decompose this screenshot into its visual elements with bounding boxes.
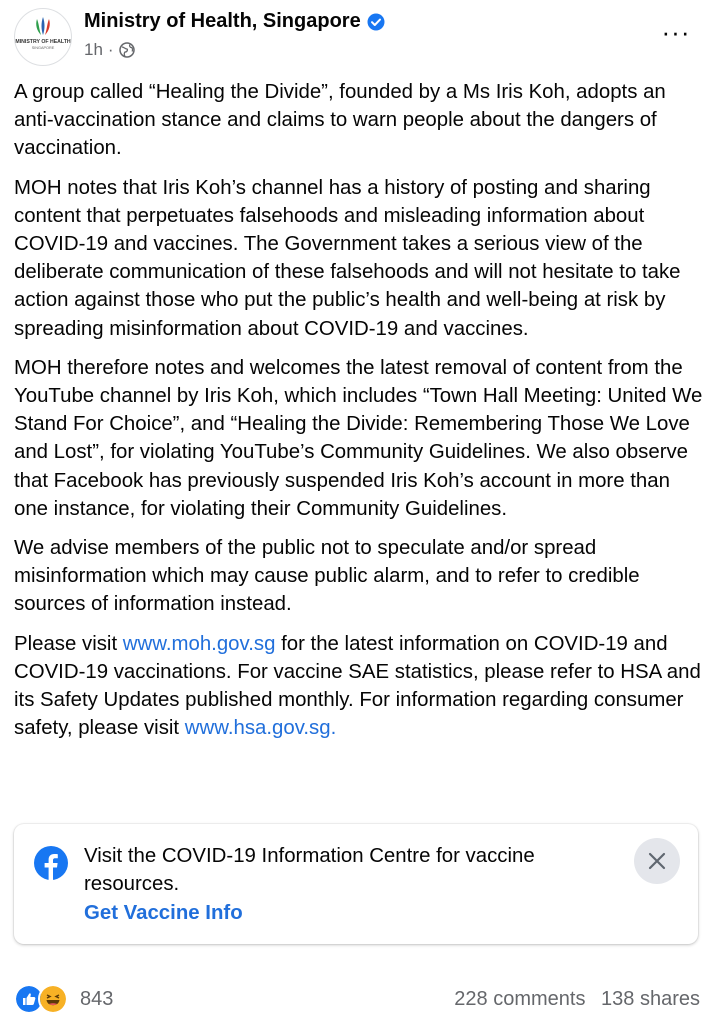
meta-separator: · — [107, 40, 114, 59]
post-paragraph — [14, 630, 704, 743]
reaction-count[interactable]: 843 — [80, 987, 114, 1010]
haha-icon — [38, 984, 68, 1014]
comments-count[interactable]: 228 comments — [454, 988, 586, 1010]
covid-info-card — [14, 824, 698, 944]
post-header — [14, 8, 704, 68]
reaction-summary[interactable] — [14, 984, 113, 1014]
svg-text:SINGAPORE: SINGAPORE — [31, 46, 55, 50]
post-paragraph: MOH therefore notes and welcomes the latest removal of content from the YouTube channel by Iris Koh, which includes “Town Hall Meeting: United We Stand For Choice”, and “Healing the Divide: Remembering Those We Love and Lost”, for violating YouTube’s Community Guidelines. We also observe that Facebook has previously suspended Iris Koh’s account in more than one instance, for violating their Community Guidelines. — [14, 356, 703, 520]
post-time[interactable]: 1h — [84, 40, 103, 59]
moh-logo-icon — [15, 9, 71, 65]
shares-count[interactable]: 138 shares — [601, 988, 700, 1010]
engagement-stats — [454, 988, 700, 1011]
info-card-text: Visit the COVID-19 Information Centre for vaccine resources. — [84, 845, 535, 896]
text-segment: Please visit — [14, 632, 123, 655]
post-paragraph: MOH notes that Iris Koh’s channel has a history of posting and sharing content that perpetuates falsehoods and misleading information about COVID-19 and vaccines. The Government takes a serious view of the deliberate communication of these falsehoods and will not hesitate to take action against those who put the public’s health and well-being at risk by spreading misinformation about COVID-19 and vaccines. — [14, 176, 681, 340]
post-paragraph: A group called “Healing the Divide”, founded by a Ms Iris Koh, adopts an anti-vaccination stance and claims to warn people about the dangers of vaccination. — [14, 81, 666, 160]
post-paragraph: We advise members of the public not to speculate and/or spread misinformation which may cause public alarm, and to refer to credible sources of information instead. — [14, 537, 640, 616]
get-vaccine-info-link[interactable]: Get Vaccine Info — [84, 902, 243, 924]
post-meta — [84, 40, 135, 60]
page-name-row — [84, 10, 385, 33]
post-footer — [14, 984, 700, 1016]
facebook-icon — [34, 846, 68, 880]
text-segment: for the latest information on COVID-19 and COVID-19 vaccinations. For vaccine SAE statistics, please refer to HSA and its Safety Updates published monthly. For information regarding consumer safety, please visit — [14, 632, 701, 740]
more-options-button[interactable]: ··· — [661, 17, 691, 47]
globe-icon[interactable] — [119, 42, 135, 58]
hsa-website-link[interactable]: www.hsa.gov.sg. — [184, 717, 337, 740]
close-button[interactable] — [634, 838, 680, 884]
avatar[interactable] — [14, 8, 72, 66]
moh-website-link[interactable]: www.moh.gov.sg — [122, 632, 276, 655]
close-icon — [648, 852, 666, 870]
post-body — [14, 78, 704, 753]
verified-badge-icon — [367, 13, 385, 31]
svg-text:MINISTRY OF HEALTH: MINISTRY OF HEALTH — [15, 39, 71, 45]
page-name[interactable]: Ministry of Health, Singapore — [84, 10, 361, 32]
